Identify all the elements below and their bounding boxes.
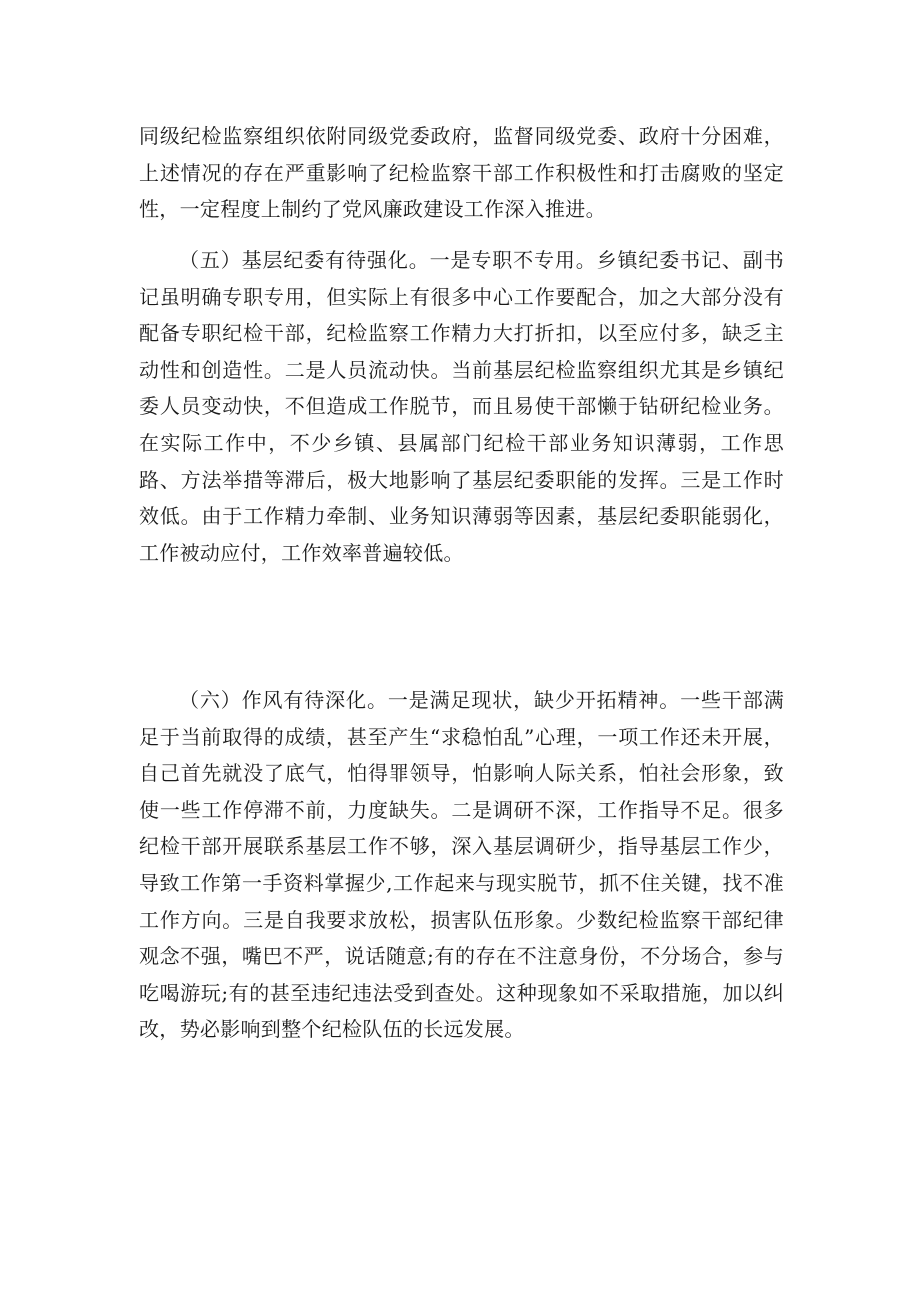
paragraph-section-six: （六）作风有待深化。一是满足现状，缺少开拓精神。一些干部满足于当前取得的成绩，甚至产生“求稳怕乱”心理，一项工作还未开展，自己首先就没了底气，怕得罪领导，怕影响人际关系，怕社会形象，致使一些工作停滞不前，力度缺失。二是调研不深，工作指导不足。很多纪检干部开展联系基层工作不够，深入基层调研少，指导基层工作少，导致工作第一手资料掌握少,工作起来与现实脱节，抓不住关键，找不准工作方向。三是自我要求放松，损害队伍形象。少数纪检监察干部纪律观念不强，嘴巴不严，说话随意;有的存在不注意身份，不分场合，参与吃喝游玩;有的甚至违纪违法受到查处。这种现象如不采取措施，加以纠改，势必影响到整个纪检队伍的长远发展。 xyxy=(139,688,784,1042)
paragraph-section-five: （五）基层纪委有待强化。一是专职不专用。乡镇纪委书记、副书记虽明确专职专用，但实际上有很多中心工作要配合，加之大部分没有配备专职纪检干部，纪检监察工作精力大打折扣，以至应付多，缺乏主动性和创造性。二是人员流动快。当前基层纪检监察组织尤其是乡镇纪委人员变动快，不但造成工作脱节，而且易使干部懒于钻研纪检业务。在实际工作中，不少乡镇、县属部门纪检干部业务知识薄弱，工作思路、方法举措等滞后，极大地影响了基层纪委职能的发挥。三是工作时效低。由于工作精力牵制、业务知识薄弱等因素，基层纪委职能弱化，工作被动应付，工作效率普遍较低。 xyxy=(139,248,784,565)
paragraph-continuation: 同级纪检监察组织依附同级党委政府，监督同级党委、政府十分困难，上述情况的存在严重影响了纪检监察干部工作积极性和打击腐败的坚定性，一定程度上制约了党风廉政建设工作深入推进。 xyxy=(139,124,784,222)
